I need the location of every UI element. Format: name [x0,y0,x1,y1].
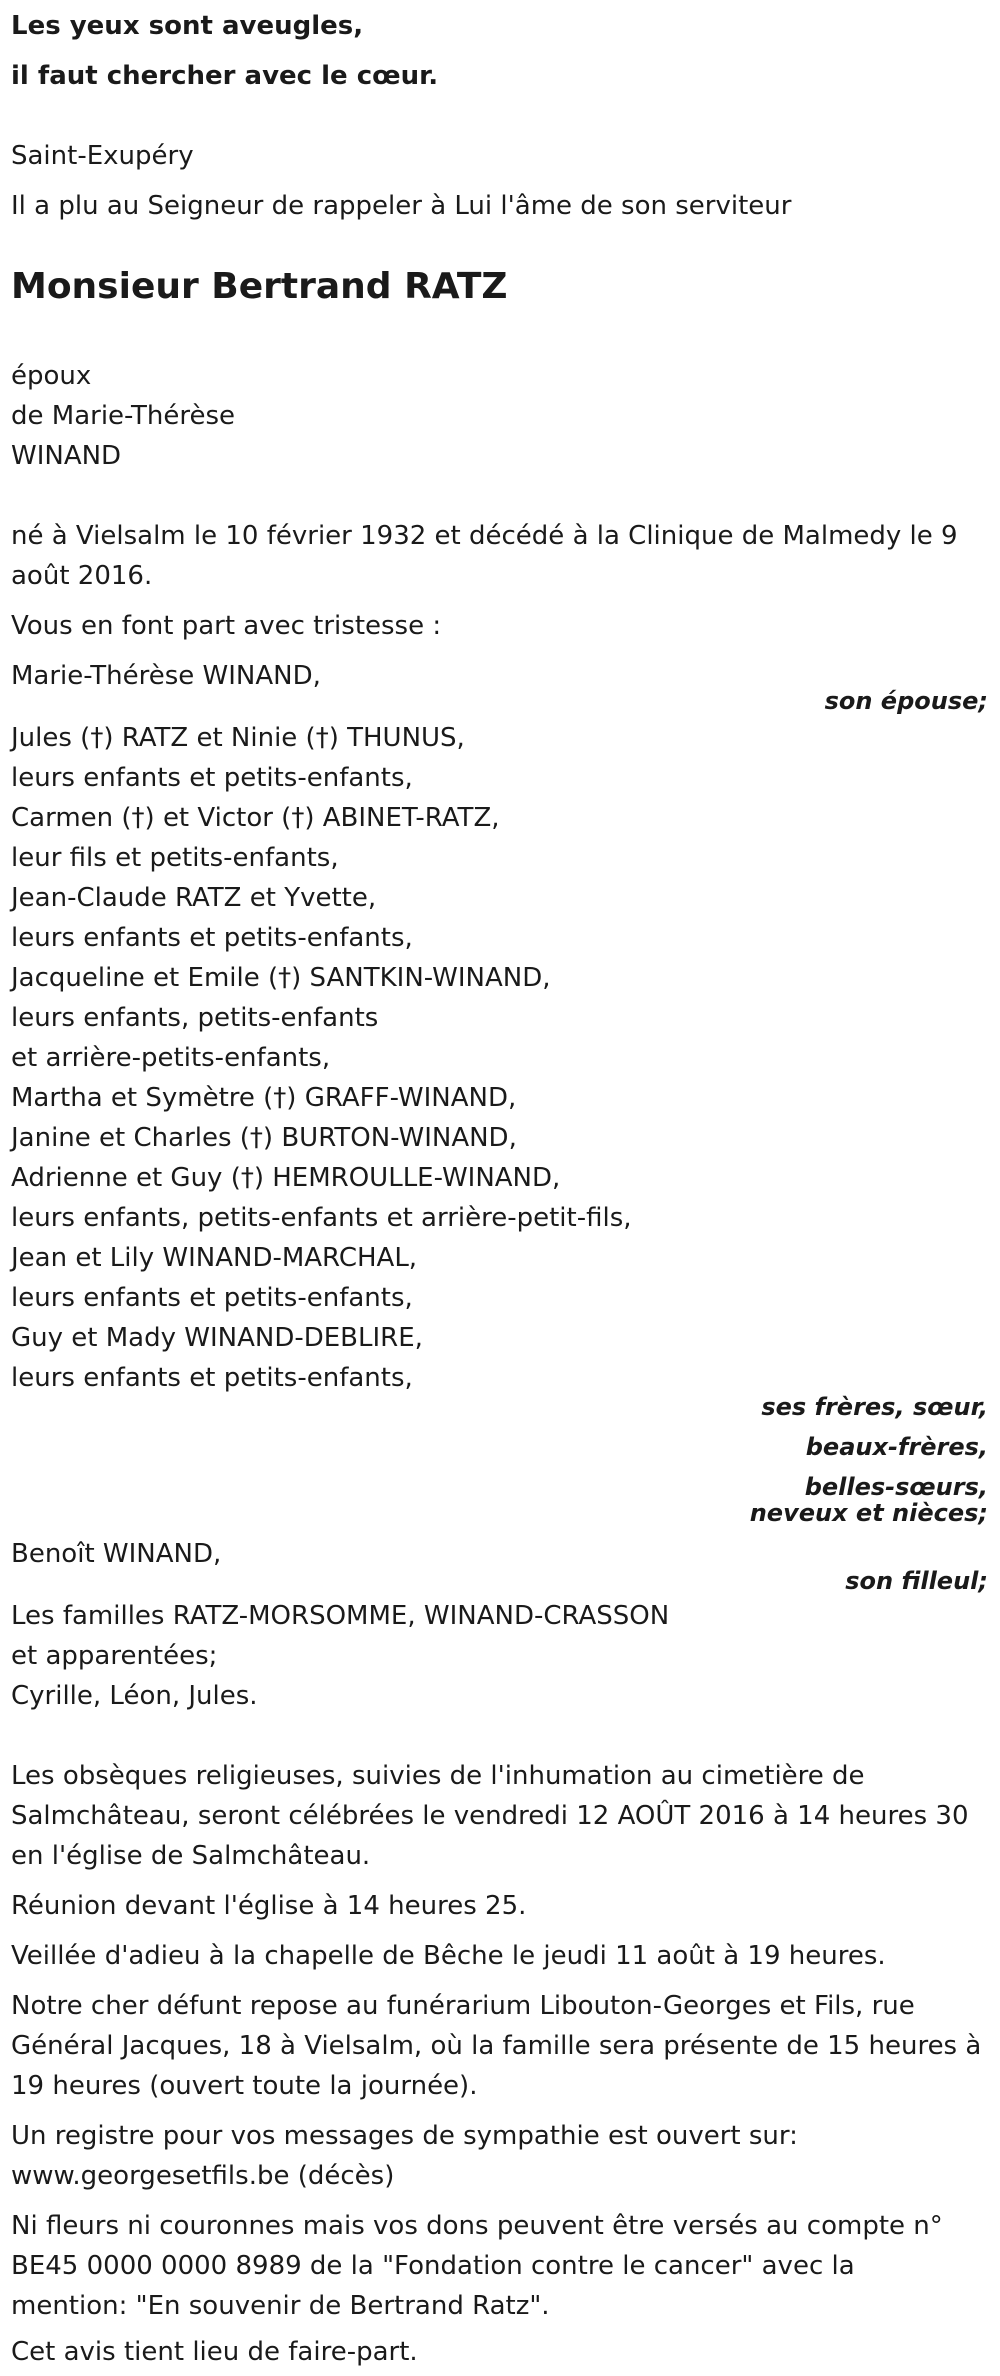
sibling-line: Jacqueline et Emile (†) SANTKIN-WINAND, [11,963,551,993]
rest-line: Général Jacques, 18 à Vielsalm, où la famille sera présente de 15 heures à [11,2031,982,2061]
sibling-line: Jean-Claude RATZ et Yvette, [11,883,377,913]
register-link[interactable]: www.georgesetfils.be (décès) [11,2161,395,2191]
closing-note: Cet avis tient lieu de faire-part. [11,2337,418,2367]
donations-line: BE45 0000 0000 8989 de la "Fondation contre le cancer" avec la [11,2251,855,2281]
sibling-line: Martha et Symètre (†) GRAFF-WINAND, [11,1083,517,1113]
family-others-line: Cyrille, Léon, Jules. [11,1681,258,1711]
sibling-line: et arrière-petits-enfants, [11,1043,331,1073]
birth-death-line-2: août 2016. [11,561,153,591]
quote-line-1: Les yeux sont aveugles, [11,11,364,41]
donations-line: Ni fleurs ni couronnes mais vos dons peuvent être versés au compte n° [11,2211,943,2241]
sibling-line: leurs enfants et petits-enfants, [11,1363,413,1393]
spouse-line-3: WINAND [11,441,122,471]
sibling-line: leurs enfants et petits-enfants, [11,763,413,793]
funeral-line: Les obsèques religieuses, suivies de l'inhumation au cimetière de [11,1761,865,1791]
quote-line-2: il faut chercher avec le cœur. [11,61,439,91]
sibling-line: Adrienne et Guy (†) HEMROULLE-WINAND, [11,1163,561,1193]
donations-line: mention: "En souvenir de Bertrand Ratz". [11,2291,550,2321]
sibling-line: Jules (†) RATZ et Ninie (†) THUNUS, [11,723,465,753]
funeral-line: Salmchâteau, seront célébrées le vendredi 12 AOÛT 2016 à 14 heures 30 [11,1801,969,1831]
funeral-line: en l'église de Salmchâteau. [11,1841,371,1871]
register-line: Un registre pour vos messages de sympathie est ouvert sur: [11,2121,798,2151]
sibling-line: Janine et Charles (†) BURTON-WINAND, [11,1123,517,1153]
siblings-relation-line: beaux-frères, [805,1433,988,1461]
family-godson-relation: son filleul; [845,1567,988,1595]
sibling-line: leurs enfants et petits-enfants, [11,1283,413,1313]
sibling-line: leurs enfants, petits-enfants et arrière-petit-fils, [11,1203,632,1233]
family-spouse-relation: son épouse; [824,687,988,715]
rest-line: Notre cher défunt repose au funérarium Libouton-Georges et Fils, rue [11,1991,915,2021]
spouse-line-1: époux [11,361,92,391]
family-others-line: et apparentées; [11,1641,218,1671]
family-spouse-name: Marie-Thérèse WINAND, [11,661,321,691]
sibling-line: Carmen (†) et Victor (†) ABINET-RATZ, [11,803,500,833]
siblings-relation-line: neveux et nièces; [749,1499,988,1527]
sibling-line: leurs enfants et petits-enfants, [11,923,413,953]
sibling-line: leurs enfants, petits-enfants [11,1003,379,1033]
birth-death-line-1: né à Vielsalm le 10 février 1932 et décédé à la Clinique de Malmedy le 9 [11,521,958,551]
meeting-info: Réunion devant l'église à 14 heures 25. [11,1891,527,1921]
quote-author: Saint-Exupéry [11,141,194,171]
intro-text: Il a plu au Seigneur de rappeler à Lui l'âme de son serviteur [11,191,792,221]
announcement: Vous en font part avec tristesse : [11,611,442,641]
family-godson-name: Benoît WINAND, [11,1539,222,1569]
sibling-line: Guy et Mady WINAND-DEBLIRE, [11,1323,423,1353]
deceased-name: Monsieur Bertrand RATZ [11,266,508,307]
siblings-relation-line: ses frères, sœur, [761,1393,988,1421]
rest-line: 19 heures (ouvert toute la journée). [11,2071,478,2101]
sibling-line: leur fils et petits-enfants, [11,843,339,873]
spouse-line-2: de Marie-Thérèse [11,401,236,431]
family-others-line: Les familles RATZ-MORSOMME, WINAND-CRASSON [11,1601,670,1631]
siblings-relation-line: belles-sœurs, [804,1473,988,1501]
vigil-info: Veillée d'adieu à la chapelle de Bêche le jeudi 11 août à 19 heures. [11,1941,886,1971]
sibling-line: Jean et Lily WINAND-MARCHAL, [11,1243,418,1273]
